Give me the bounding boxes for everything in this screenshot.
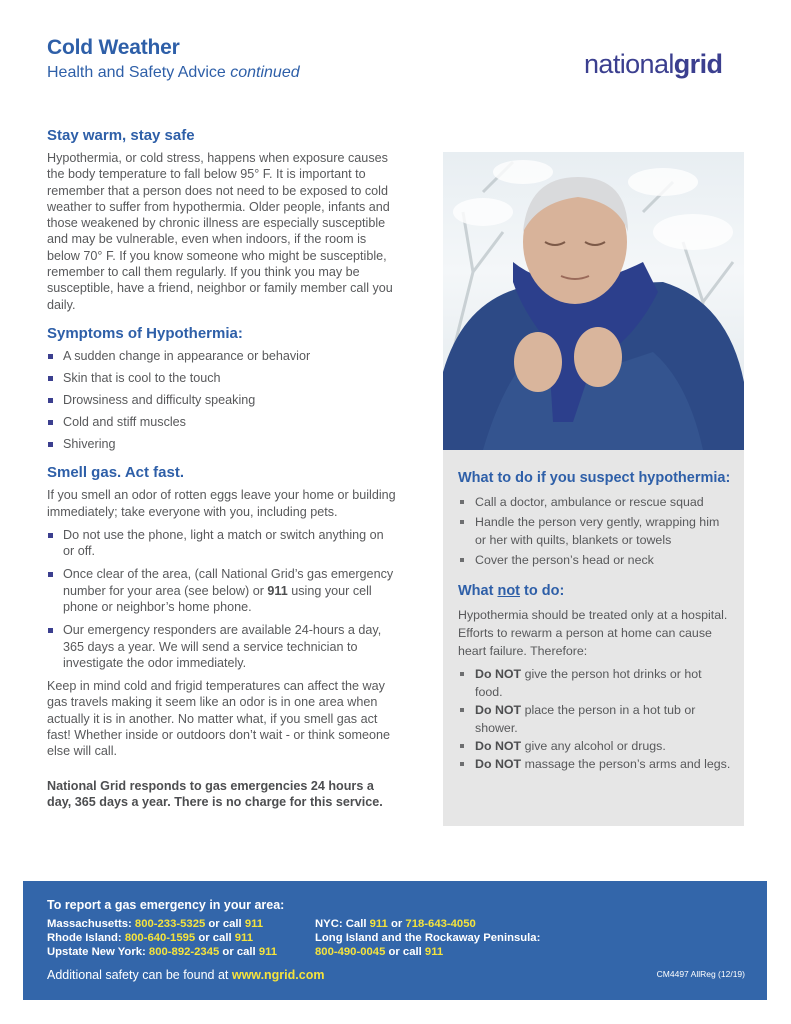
subtitle-continued: continued	[230, 64, 300, 81]
phone-911[interactable]: 911	[369, 918, 388, 930]
list-item	[458, 737, 732, 755]
list-item-text: give the person hot drinks or hot food.	[475, 667, 702, 699]
region-label: Upstate New York:	[47, 946, 149, 958]
list-item	[458, 551, 732, 569]
stay-warm-body: Hypothermia, or cold stress, happens when exposure causes the body temperature to fall below 95° F. It is important to remember that a person does not need to be exposed to cold weather to suffer from hypothermia. Older people, infants and those weakened by chronic illness are especially susceptible and may be vulnerable, even when indoors, if the room is below 70° F. If you know someone who might be susceptible, remember to call them regularly. If you think you may be susceptible, have a friend, neighbor or family member call you daily.	[47, 151, 393, 312]
contact-rhode-island	[47, 931, 315, 945]
list-item-text: Drowsiness and difficulty speaking	[63, 392, 256, 407]
list-item	[47, 348, 397, 364]
list-item	[47, 622, 397, 671]
do-not-label: Do NOT	[475, 739, 522, 753]
logo-grid: grid	[673, 49, 723, 79]
contact-nyc	[315, 917, 540, 931]
phone-number[interactable]: 718-643-4050	[405, 918, 476, 930]
list-item-text: A sudden change in appearance or behavior	[63, 348, 311, 363]
contact-massachusetts	[47, 917, 315, 931]
phone-number[interactable]: 800-490-0045	[315, 946, 386, 958]
list-item-text: place the person in a hot tub or shower.	[475, 703, 696, 735]
photo-illustration	[443, 152, 744, 450]
bullet-square-icon	[48, 533, 53, 538]
list-item	[458, 701, 732, 737]
do-not-label: Do NOT	[475, 757, 522, 771]
symptoms-section	[47, 325, 397, 452]
contact-long-island-label: Long Island and the Rockaway Peninsula:	[315, 932, 541, 944]
footer-heading: To report a gas emergency in your area:	[47, 898, 285, 912]
list-item	[47, 392, 397, 408]
list-item	[47, 436, 397, 452]
list-item-text: Handle the person very gently, wrapping him or her with quilts, blankets or towels	[475, 515, 720, 547]
phone-number[interactable]: 800-233-5325	[134, 918, 206, 930]
smell-gas-section	[47, 464, 397, 810]
list-item-text: Cold and stiff muscles	[63, 414, 186, 429]
list-item	[458, 513, 732, 549]
bullet-square-icon	[460, 762, 464, 766]
phone-911[interactable]: 911	[424, 946, 444, 958]
footer-columns	[47, 917, 767, 959]
list-item	[47, 566, 397, 615]
what-not-to-do-list	[458, 665, 732, 773]
emergency-contact-footer	[23, 881, 767, 1000]
connector-text: or call	[219, 946, 259, 958]
phone-911[interactable]: 911	[258, 946, 278, 958]
stay-warm-section	[47, 127, 397, 313]
list-item	[458, 755, 732, 773]
bullet-square-icon	[460, 558, 464, 562]
stay-warm-heading: Stay warm, stay safe	[47, 127, 195, 144]
phone-number[interactable]: 800-640-1595	[124, 932, 196, 944]
list-item-text: Skin that is cool to the touch	[63, 370, 221, 385]
list-item	[47, 527, 397, 560]
do-not-label: Do NOT	[475, 703, 522, 717]
suspect-hypothermia-list	[458, 493, 732, 569]
contact-long-island	[315, 945, 540, 959]
bullet-square-icon	[48, 420, 53, 425]
additional-safety-text: Additional safety can be found at	[47, 968, 232, 982]
symptoms-list	[47, 348, 397, 452]
list-item-text: Once clear of the area, (call National Grid’s gas emergency number for your area (see below) or	[63, 567, 394, 598]
bullet-square-icon	[48, 628, 53, 633]
bullet-square-icon	[460, 520, 464, 524]
what-not-to-do-heading	[458, 583, 732, 599]
bullet-square-icon	[460, 744, 464, 748]
elderly-woman-photo	[443, 152, 744, 450]
connector-text: or call	[205, 918, 245, 930]
connector-text: or call	[385, 946, 425, 958]
list-item-text: Do not use the phone, light a match or switch anything on or off.	[63, 527, 384, 559]
smell-gas-closing: National Grid responds to gas emergencies 24 hours a day, 365 days a year. There is no charge for this service.	[47, 778, 383, 809]
bullet-square-icon	[48, 354, 53, 359]
page-title: Cold Weather	[47, 36, 180, 59]
logo-national: national	[584, 49, 674, 79]
list-item	[47, 414, 397, 430]
list-item	[47, 370, 397, 386]
national-grid-logo	[584, 49, 722, 80]
page-subtitle	[47, 64, 300, 82]
smell-gas-list	[47, 527, 397, 671]
symptoms-heading: Symptoms of Hypothermia:	[47, 324, 243, 342]
region-label: Massachusetts:	[47, 918, 135, 930]
region-label: Rhode Island:	[47, 932, 125, 944]
smell-gas-intro: If you smell an odor of rotten eggs leave your home or building immediately; take everyone with you, including pets.	[47, 488, 396, 519]
what-not-to-do-intro: Hypothermia should be treated only at a hospital. Efforts to rewarm a person at home can cause heart failure. Therefore:	[458, 608, 728, 658]
connector-text: or call	[195, 932, 235, 944]
bullet-square-icon	[48, 572, 53, 577]
heading-part: What	[458, 583, 498, 599]
bullet-square-icon	[460, 672, 464, 676]
smell-gas-heading: Smell gas. Act fast.	[47, 464, 184, 482]
list-item-text: Cover the person’s head or neck	[475, 553, 654, 567]
phone-911[interactable]: 911	[244, 918, 264, 930]
document-code: CM4497 AllReg (12/19)	[656, 969, 745, 979]
emergency-911-text: 911	[267, 583, 288, 598]
bullet-square-icon	[48, 376, 53, 381]
suspect-hypothermia-heading: What to do if you suspect hypothermia:	[458, 470, 731, 486]
left-column	[47, 127, 397, 810]
bullet-square-icon	[460, 500, 464, 504]
list-item-text: Shivering	[63, 436, 116, 451]
subtitle-text: Health and Safety Advice	[47, 64, 226, 81]
phone-number[interactable]: 800-892-2345	[148, 946, 220, 958]
list-item-text: Call a doctor, ambulance or rescue squad	[475, 495, 704, 509]
connector-text: or	[387, 918, 406, 930]
list-item-text: massage the person’s arms and legs.	[521, 757, 731, 771]
list-item-text: Our emergency responders are available 24-hours a day, 365 days a year. We will send a service technician to investigate the odor immediately.	[63, 623, 382, 670]
hypothermia-panel	[443, 450, 744, 826]
region-label: NYC: Call	[315, 918, 370, 930]
bullet-square-icon	[48, 398, 53, 403]
list-item	[458, 493, 732, 511]
list-item	[458, 665, 732, 701]
smell-gas-keep-in-mind: Keep in mind cold and frigid temperatures can affect the way gas travels making it seem like an odor is in one area when actually it is in another. No matter what, if you smell gas act fast! Whether inside or outdoors don’t wait - or think someone else will call.	[47, 679, 391, 759]
website-link[interactable]: www.ngrid.com	[231, 968, 325, 982]
phone-911[interactable]: 911	[234, 932, 253, 944]
list-item-text: using your cell phone or neighbor’s home phone.	[63, 583, 372, 614]
heading-part: to do:	[520, 583, 565, 599]
heading-underline: not	[497, 583, 521, 599]
footer-column-2	[315, 917, 540, 959]
bullet-square-icon	[460, 708, 464, 712]
bullet-square-icon	[48, 442, 53, 447]
contact-upstate-new-york	[47, 945, 315, 959]
list-item-text: give any alcohol or drugs.	[521, 739, 666, 753]
do-not-label: Do NOT	[475, 667, 522, 681]
footer-column-1	[47, 917, 315, 959]
